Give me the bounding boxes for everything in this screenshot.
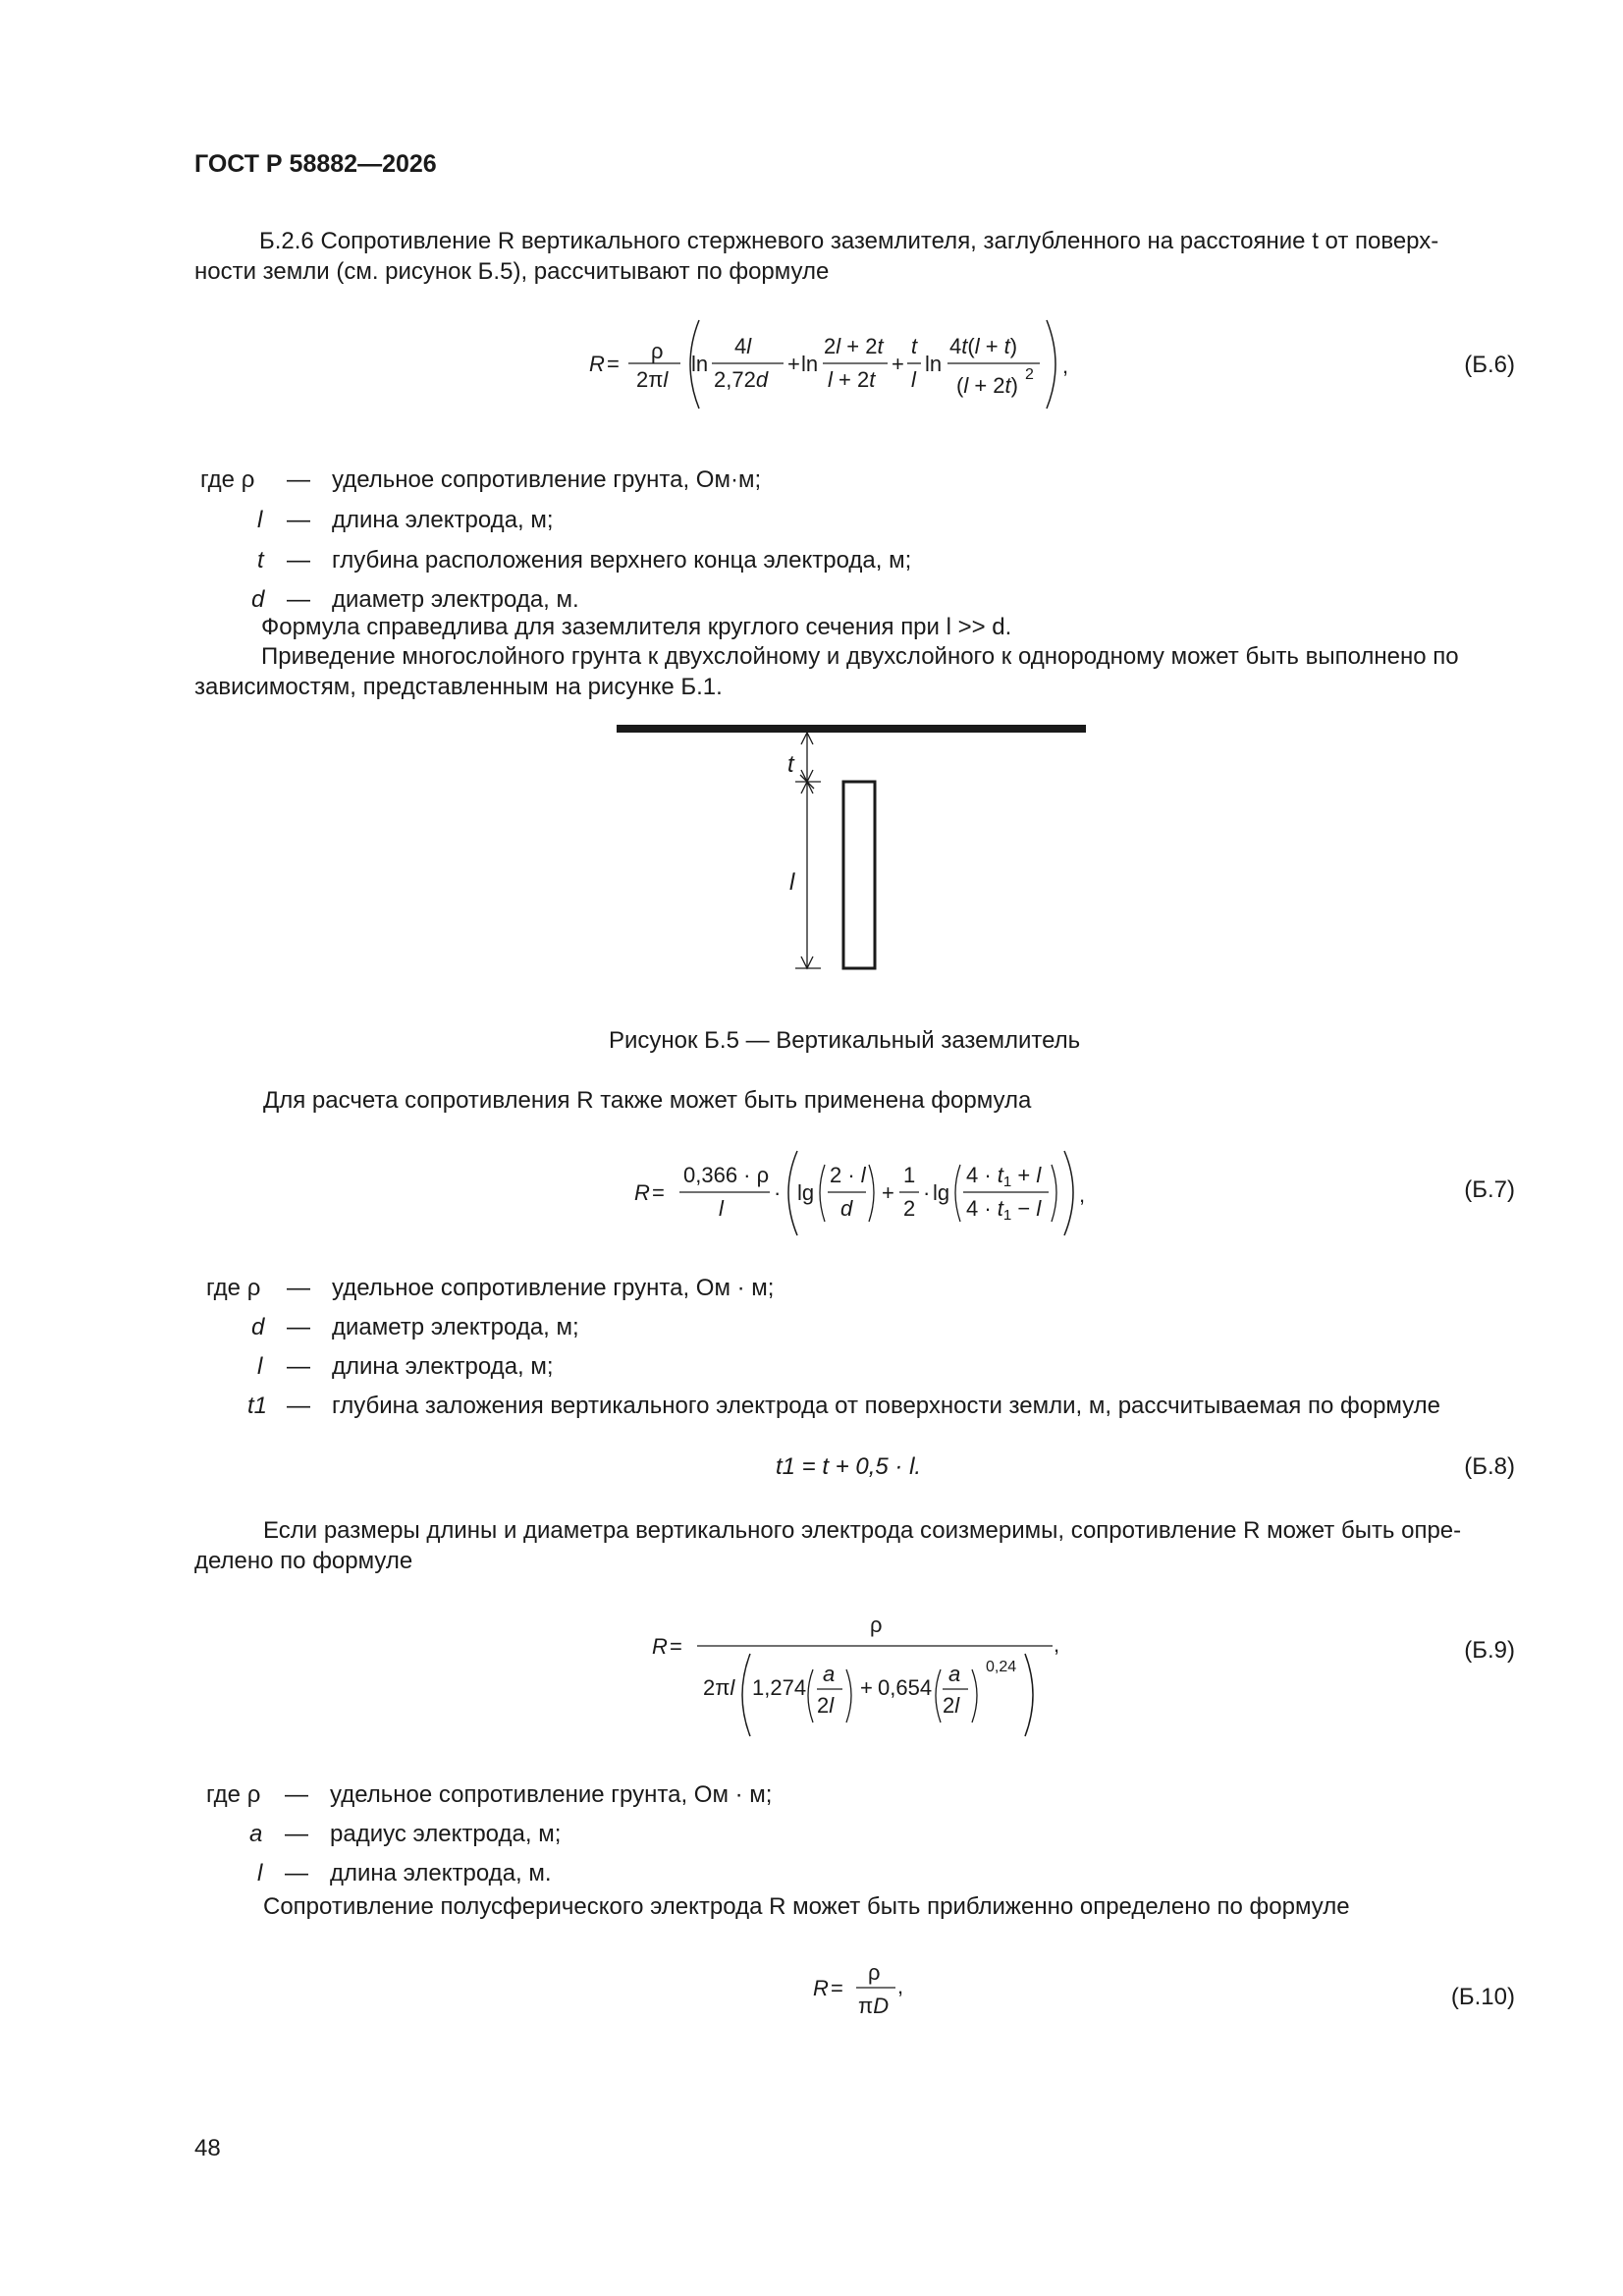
ground-surface-line [617, 725, 1086, 733]
legend-dash: — [285, 1821, 308, 1847]
legend-symbol: где ρ [206, 1781, 261, 1808]
legend-symbol: где ρ [200, 466, 255, 493]
electrode-rod [843, 782, 875, 968]
svg-text:·: · [774, 1180, 782, 1205]
svg-text:0,24: 0,24 [986, 1659, 1017, 1675]
svg-text:R: R [634, 1180, 650, 1205]
dimension-label-l: l [789, 869, 795, 896]
svg-text:l + 2t: l + 2t [828, 367, 876, 392]
svg-text:,: , [1079, 1182, 1086, 1207]
svg-text:1,274: 1,274 [752, 1675, 807, 1700]
legend-row [0, 464, 1623, 497]
svg-text:lg: lg [933, 1180, 950, 1205]
paragraph-hemispherical: Сопротивление полусферического электрода R может быть приближенно определено по формуле [263, 1893, 1350, 1920]
equation-b6 [587, 310, 1078, 418]
document-header: ГОСТ Р 58882—2026 [194, 150, 437, 178]
legend-description: глубина заложения вертикального электрода от поверхности земли, м, рассчитываемая по формуле [332, 1393, 1441, 1419]
svg-text:0,366 · ρ: 0,366 · ρ [683, 1163, 770, 1187]
svg-text:a: a [823, 1662, 836, 1686]
paragraph-comparable-dims-line2: делено по формуле [194, 1548, 413, 1574]
legend-description: длина электрода, м; [332, 1353, 554, 1380]
legend-dash: — [287, 586, 310, 613]
legend-symbol: a [249, 1821, 263, 1847]
svg-text:d: d [840, 1196, 853, 1221]
svg-text:ln: ln [691, 352, 709, 376]
legend-description: глубина расположения верхнего конца электрода, м; [332, 547, 912, 574]
svg-text:t: t [911, 334, 918, 358]
svg-text:2l: 2l [943, 1693, 960, 1718]
svg-text:2l: 2l [817, 1693, 835, 1718]
legend-dash: — [287, 1353, 310, 1380]
legend-dash: — [287, 1314, 310, 1340]
svg-text:lg: lg [797, 1180, 815, 1205]
equation-number-b7: (Б.7) [1464, 1176, 1515, 1203]
page-number: 48 [194, 2135, 221, 2161]
svg-text:2: 2 [903, 1196, 916, 1221]
legend-symbol: t1 [247, 1393, 268, 1419]
legend-dash: — [287, 1393, 310, 1419]
legend-dash: — [285, 1781, 308, 1808]
svg-text:4 · t1 − l: 4 · t1 − l [966, 1196, 1042, 1224]
legend-description: радиус электрода, м; [330, 1821, 562, 1847]
equation-number-b8: (Б.8) [1464, 1453, 1515, 1480]
legend-row [0, 1350, 1623, 1384]
svg-text:2l + 2t: 2l + 2t [824, 334, 884, 358]
svg-text:+: + [882, 1180, 894, 1205]
svg-text:0,654: 0,654 [878, 1675, 933, 1700]
equation-number-b9: (Б.9) [1464, 1637, 1515, 1664]
svg-text:,: , [897, 1974, 904, 1998]
legend-dash: — [287, 466, 310, 493]
svg-text:R: R [652, 1634, 668, 1659]
legend-row [0, 1818, 1623, 1851]
equation-number-b6: (Б.6) [1464, 352, 1515, 378]
svg-text:=: = [831, 1976, 843, 2000]
legend-symbol: где ρ [206, 1275, 261, 1301]
svg-text:·: · [923, 1180, 931, 1205]
legend-description: удельное сопротивление грунта, Ом · м; [332, 1275, 775, 1301]
svg-text:=: = [670, 1634, 682, 1659]
equation-b9 [650, 1611, 1082, 1738]
equation-number-b10: (Б.10) [1450, 1984, 1515, 2010]
figure-vertical-electrode [609, 715, 1100, 990]
svg-text:=: = [607, 352, 620, 376]
svg-text:ln: ln [801, 352, 819, 376]
svg-text:2πl: 2πl [636, 367, 669, 392]
svg-text:4l: 4l [734, 334, 752, 358]
svg-text:l: l [911, 367, 916, 392]
paragraph-comparable-dims-line1: Если размеры длины и диаметра вертикального электрода соизмеримы, сопротивление R может быть опре- [263, 1517, 1462, 1544]
svg-text:ρ: ρ [651, 339, 664, 363]
note-formula-validity: Формула справедлива для заземлителя круглого сечения при l >> d. [261, 614, 1012, 640]
legend-description: длина электрода, м. [330, 1860, 552, 1886]
legend-symbol: t [257, 547, 264, 574]
svg-text:,: , [1062, 354, 1069, 378]
svg-text:ρ: ρ [868, 1960, 881, 1985]
svg-text:R: R [589, 352, 605, 376]
svg-text:+: + [860, 1675, 873, 1700]
legend-description: удельное сопротивление грунта, Ом·м; [332, 466, 762, 493]
legend-row [0, 1857, 1623, 1890]
svg-text:1: 1 [903, 1163, 916, 1187]
svg-text:=: = [652, 1180, 665, 1205]
legend-row [0, 544, 1623, 577]
paragraph-b26-line2: ности земли (см. рисунок Б.5), рассчитывают по формуле [194, 258, 830, 285]
legend-row [0, 504, 1623, 537]
legend-symbol: l [257, 507, 263, 533]
paragraph-multilayer-line1: Приведение многослойного грунта к двухслойному и двухслойного к однородному может быть выполнено по [261, 643, 1459, 670]
legend-symbol: l [257, 1860, 263, 1886]
legend-row [0, 1311, 1623, 1344]
paragraph-b26-line1: Б.2.6 Сопротивление R вертикального стержневого заземлителя, заглубленного на расстояние t от поверх- [259, 228, 1439, 254]
figure-caption: Рисунок Б.5 — Вертикальный заземлитель [609, 1027, 1081, 1054]
legend-dash: — [287, 547, 310, 574]
legend-row [0, 583, 1623, 617]
svg-text:ln: ln [925, 352, 943, 376]
legend-row [0, 1390, 1623, 1423]
equation-b8: t1 = t + 0,5 · l. [776, 1453, 922, 1480]
svg-text:2 · l: 2 · l [830, 1163, 866, 1187]
legend-row [0, 1272, 1623, 1305]
svg-text:(l + 2t): (l + 2t) [956, 373, 1018, 398]
legend-description: длина электрода, м; [332, 507, 554, 533]
svg-text:ρ: ρ [870, 1613, 883, 1637]
svg-text:a: a [948, 1662, 961, 1686]
svg-text:4 · t1 + l: 4 · t1 + l [966, 1163, 1042, 1190]
dimension-label-t: t [787, 751, 794, 778]
svg-text:2,72d: 2,72d [714, 367, 769, 392]
legend-dash: — [287, 507, 310, 533]
legend-dash: — [287, 1275, 310, 1301]
equation-b10 [811, 1952, 919, 2031]
paragraph-multilayer-line2: зависимостям, представленным на рисунке Б.1. [194, 674, 723, 700]
legend-row [0, 1778, 1623, 1812]
legend-symbol: l [257, 1353, 263, 1380]
svg-text:+: + [787, 352, 800, 376]
svg-text:πD: πD [858, 1994, 890, 2018]
legend-symbol: d [251, 1314, 265, 1340]
legend-dash: — [285, 1860, 308, 1886]
svg-text:+: + [892, 352, 904, 376]
legend-description: диаметр электрода, м. [332, 586, 579, 613]
svg-text:R: R [813, 1976, 829, 2000]
svg-text:2: 2 [1025, 366, 1034, 383]
svg-text:2πl: 2πl [703, 1675, 735, 1700]
svg-text:,: , [1054, 1632, 1060, 1657]
svg-text:l: l [719, 1196, 724, 1221]
equation-b7 [632, 1143, 1094, 1241]
legend-description: удельное сопротивление грунта, Ом · м; [330, 1781, 773, 1808]
legend-symbol: d [251, 586, 265, 613]
svg-text:4t(l + t): 4t(l + t) [949, 334, 1018, 358]
legend-description: диаметр электрода, м; [332, 1314, 579, 1340]
paragraph-alternative-formula: Для расчета сопротивления R также может быть применена формула [263, 1087, 1032, 1114]
